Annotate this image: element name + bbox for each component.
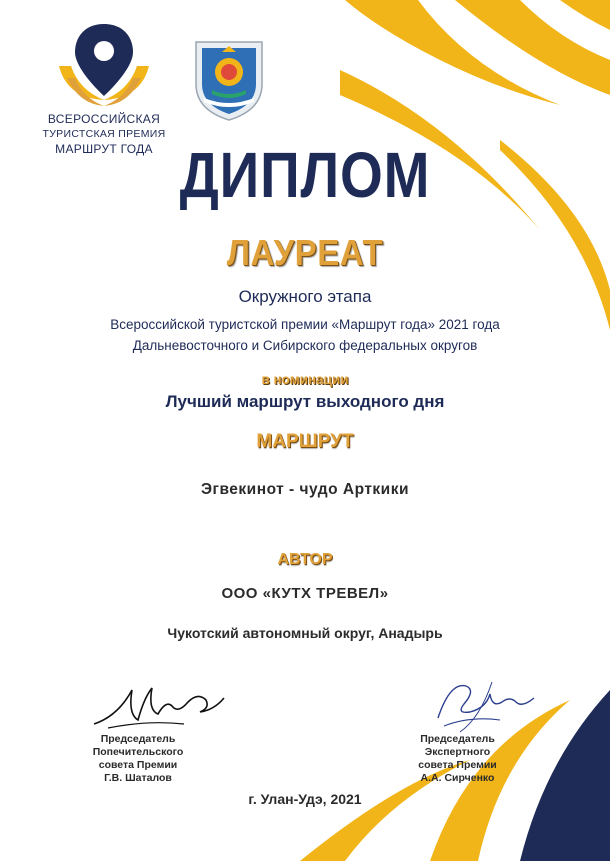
region-text: Чукотский автономный округ, Анадырь <box>167 625 443 641</box>
nomination-value: Лучший маршрут выходного дня <box>165 392 445 411</box>
signature-right-image <box>430 672 540 738</box>
signature-right-caption <box>395 733 520 785</box>
swoosh-top-5 <box>560 0 610 30</box>
logo-line-1: ВСЕРОССИЙСКАЯ <box>47 112 161 126</box>
diploma-title: ДИПЛОМ <box>179 139 431 211</box>
logo-line-2: ТУРИСТСКАЯ ПРЕМИЯ <box>42 128 166 140</box>
route-label: МАРШРУТ <box>256 431 354 452</box>
signature-left-caption <box>58 733 218 785</box>
award-logo <box>38 20 170 157</box>
stage-text: Окружного этапа <box>238 287 372 306</box>
signature-left-line-1: Председатель Попечительского <box>92 733 184 758</box>
route-value: Эгвекинот - чудо Арткики <box>201 481 409 498</box>
author-value: ООО «КУТХ ТРЕВЕЛ» <box>221 585 389 602</box>
subtitle-line-1: Всероссийской туристской премии «Маршрут года» 2021 года <box>110 317 500 332</box>
signature-right-line-2: совета Премии <box>418 759 497 771</box>
author-label: АВТОР <box>277 551 333 568</box>
footer-place-year: г. Улан-Удэ, 2021 <box>248 791 362 807</box>
signature-left-line-3: Г.В. Шаталов <box>104 772 172 784</box>
signature-right-line-3: А.А. Сирченко <box>420 772 495 784</box>
subtitle-line-2: Дальневосточного и Сибирского федеральных округов <box>132 338 478 353</box>
signature-left-image <box>88 680 228 738</box>
map-pin-icon <box>49 20 159 112</box>
laureate-heading: ЛАУРЕАТ <box>226 232 384 273</box>
nomination-label: в номинации <box>261 372 349 387</box>
signature-right-line-1: Председатель Экспертного <box>420 733 495 758</box>
coat-of-arms-emblem <box>192 36 266 122</box>
signature-left-line-2: совета Премии <box>98 759 178 771</box>
logo-line-3: МАРШРУТ ГОДА <box>55 142 153 156</box>
